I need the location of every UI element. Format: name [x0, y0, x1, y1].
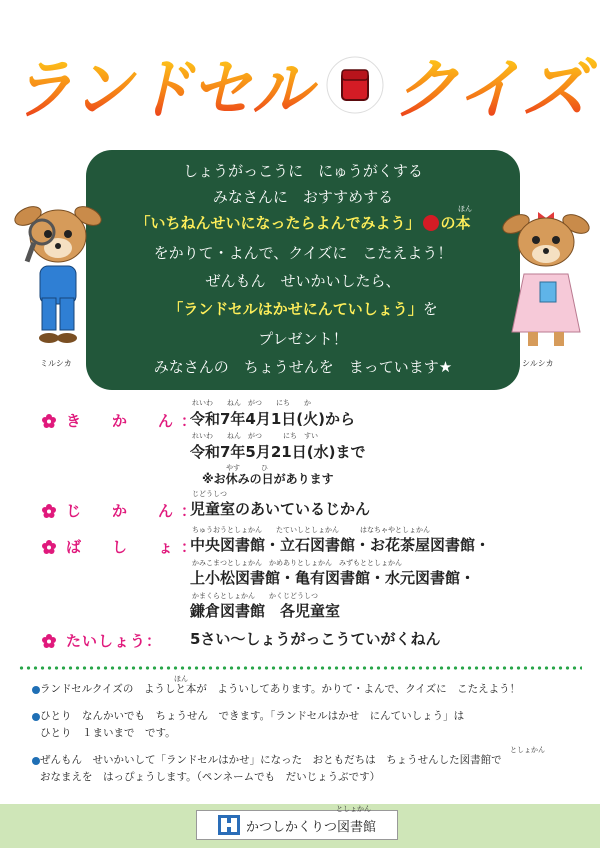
- basho-line-3: 鎌倉図書館 各児童室: [190, 602, 341, 620]
- certificate-name: 「ランドセルはかせにんていしょう」: [168, 300, 423, 318]
- ruby-footer: としょかん: [336, 805, 371, 813]
- board-line-1: しょうがっこうに にゅうがくする: [183, 162, 423, 180]
- note-3a: ぜんもん せいかいして「ランドセルはかせ」になった おともだちは ちょうせんした図書館で: [40, 754, 502, 766]
- title-banner: [0, 40, 600, 130]
- message-board: [86, 150, 520, 390]
- ruby-basho-3: かまくらとしょかん かくじどうしつ: [192, 592, 318, 600]
- book-title: 「いちねんせいになったらよんでみよう」: [135, 214, 421, 232]
- basho-line-1: 中央図書館・立石図書館・お花茶屋図書館・: [190, 536, 491, 554]
- ruby-kikan-note: やす ひ: [226, 464, 268, 472]
- label-basho: ば し ょ：: [66, 538, 205, 556]
- library-logo-box: [196, 810, 398, 840]
- ruby-basho-2: かみこまつとしょかん かめありとしょかん みずもととしょかん: [192, 559, 402, 567]
- bullet-icon: [32, 757, 40, 765]
- library-logo-icon: [218, 815, 240, 835]
- title-part2: クイズ: [392, 51, 599, 128]
- ruby-kikan-2: れいわ ねん がつ にち すい: [192, 432, 318, 440]
- board-line-6: [86, 298, 520, 319]
- title-part1: ランドセル: [12, 51, 319, 128]
- ruby-notes-toshokan: としょかん: [510, 746, 545, 754]
- taisho-value: 5さい～しょうがっこうていがくねん: [190, 630, 441, 648]
- board-line-2: みなさんに おすすめする: [212, 188, 394, 206]
- note-1: ランドセルクイズの ようしと本が よういしてあります。かりて・よんで、クイズに こたえよう！: [40, 683, 521, 695]
- label-jikan: じ か ん：: [66, 502, 205, 520]
- flower-icon: [42, 540, 56, 554]
- basho-line-2: 上小松図書館・亀有図書館・水元図書館・: [190, 569, 476, 587]
- board-line-3: [86, 212, 520, 233]
- flower-icon: [42, 634, 56, 648]
- deer-left-illustration: [12, 196, 104, 354]
- book-suffix: の本: [440, 214, 471, 232]
- kikan-start: 令和7年4月1日(火)から: [190, 410, 356, 428]
- board-line-4: をかりて・よんで、クイズに こたえよう！: [153, 244, 453, 262]
- bullet-icon: [32, 713, 40, 721]
- board-wo: を: [422, 300, 438, 318]
- board-line-8: みなさんの ちょうせんを まっています★: [153, 358, 453, 376]
- ruby-hon: ほん: [458, 205, 472, 213]
- label-kikan: き か ん：: [66, 412, 205, 430]
- label-taisho: たいしょう：: [66, 632, 163, 650]
- deer-right-illustration: [500, 204, 592, 356]
- deer-left-name: ミルシカ: [40, 359, 72, 368]
- randoseru-icon-small: [423, 215, 439, 231]
- info-row-jikan: [42, 500, 205, 521]
- note-3b: おなまえを はっぴょうします。（ペンネームでも だいじょうぶです）: [40, 771, 381, 783]
- note-2b: ひとり １まいまで です。: [40, 727, 176, 739]
- info-row-basho: [42, 536, 205, 557]
- kikan-end: 令和7年5月21日(水)まで: [190, 443, 366, 461]
- jikan-value: 児童室のあいているじかん: [190, 500, 371, 518]
- bullet-icon: [32, 686, 40, 694]
- ruby-kikan-1: れいわ ねん がつ にち か: [192, 399, 311, 407]
- ruby-notes-hon: ほん: [174, 675, 188, 683]
- ruby-basho-1: ちゅうおうとしょかん たていしとしょかん はなちゃやとしょかん: [192, 526, 430, 534]
- library-name: かつしかくりつ図書館: [245, 819, 376, 835]
- board-line-5: ぜんもん せいかいしたら、: [205, 272, 401, 290]
- footer: [0, 804, 600, 848]
- ruby-jikan: じどうしつ: [192, 490, 227, 498]
- info-row-taisho: [42, 630, 184, 651]
- flower-icon: [42, 504, 56, 518]
- deer-right-name: シルシカ: [522, 359, 554, 368]
- note-2a: ひとり なんかいでも ちょうせん できます。「ランドセルはかせ にんていしょう」は: [40, 710, 465, 722]
- dotted-divider: [18, 666, 582, 670]
- flower-icon: [42, 414, 56, 428]
- randoseru-icon: [327, 57, 383, 113]
- info-row-kikan: [42, 410, 205, 431]
- board-line-7: プレゼント！: [258, 330, 348, 348]
- kikan-note: ※お休みの日があります: [202, 472, 334, 486]
